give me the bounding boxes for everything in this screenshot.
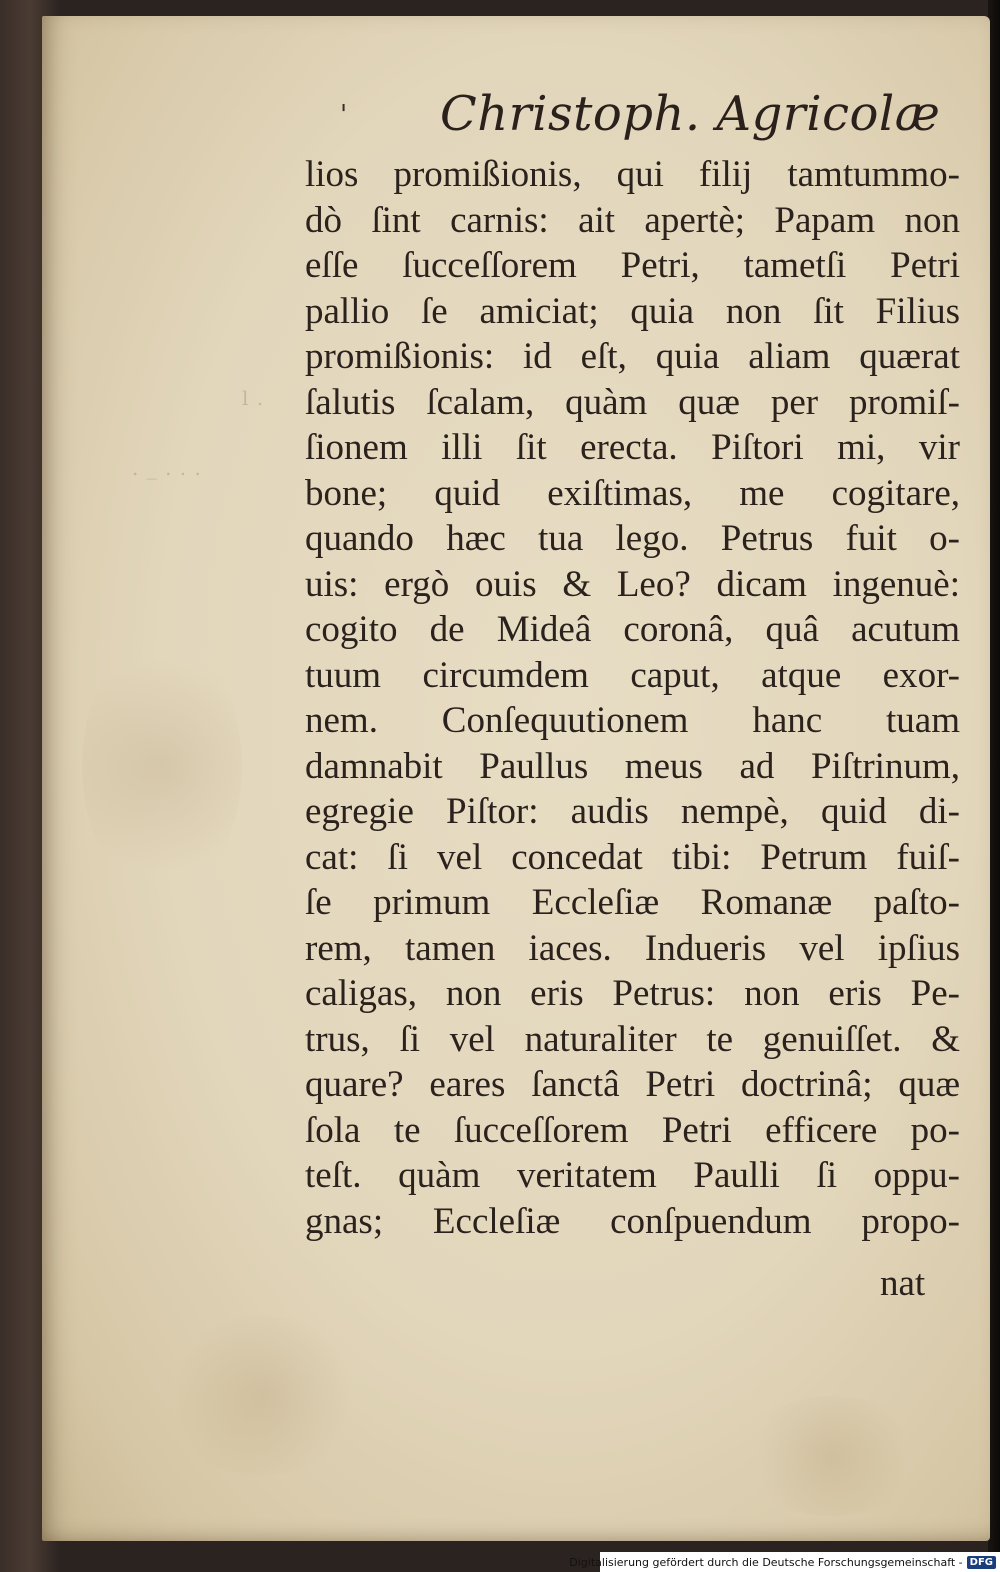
text-line: ſola te ſucceſſorem Petri efficere po- [305,1109,960,1151]
funding-credit: Digitalisierung gefördert durch die Deutsche Forschungsgemeinschaft - [569,1555,963,1569]
text-line: ſionem illi ſit erecta. Piſtori mi, vir [305,427,960,468]
dfg-logo: DFG [967,1556,996,1569]
text-line: dò ſint carnis: ait apertè; Papam non [305,199,960,241]
text-line: egregie Piſtor: audis nempè, quid di- [305,791,960,832]
text-line: uis: ergò ouis & Leo? dicam ingenuè: [305,563,960,605]
text-line: tuum circumdem caput, atque exor- [305,654,960,696]
paper-stain [162,1316,362,1476]
text-line: cat: ſi vel concedat tibi: Petrum fuiſ- [305,836,960,878]
running-head: Christoph. Agricolæ [440,86,941,142]
text-line: ſe primum Eccleſiæ Romanæ paſto- [305,882,960,923]
text-line: quare? eares ſanctâ Petri doctrinâ; quæ [305,1064,960,1105]
text-line: damnabit Paullus meus ad Piſtrinum, [305,745,960,787]
text-line: caligas, non eris Petrus: non eris Pe- [305,973,960,1014]
text-line: nem. Conſequutionem hanc tuam [305,700,960,741]
show-through-mark: l . [242,386,265,410]
text-line: trus, ſi vel naturaliter te genuiſſet. & [305,1018,960,1060]
text-line: eſſe ſucceſſorem Petri, tametſi Petri [305,245,960,286]
text-line: teſt. quàm veritatem Paulli ſi oppu- [305,1155,960,1196]
funding-footer [569,1552,1000,1572]
text-line: promißionis: id eſt, quia aliam quærat [305,336,960,377]
paper-stain [82,636,242,896]
text-line: bone; quid exiſtimas, me cogitare, [305,472,960,514]
text-line: quando hæc tua lego. Petrus fuit o- [305,518,960,559]
text-line: cogito de Mideâ coronâ, quâ acutum [305,609,960,650]
text-line: pallio ſe amiciat; quia non ſit Filius [305,290,960,332]
text-line: rem, tamen iaces. Indueris vel ipſius [305,927,960,969]
text-line: lios promißionis, qui filij tamtummo- [305,154,960,195]
head-mark: ' [340,100,348,130]
text-line: gnas; Eccleſiæ conſpuendum propo- [305,1200,960,1242]
paper-stain [742,1396,922,1516]
text-line: ſalutis ſcalam, quàm quæ per promiſ- [305,381,960,423]
body-text [305,152,960,1244]
show-through-mark: . _ . . . [132,456,202,480]
catchword: nat [880,1263,926,1304]
